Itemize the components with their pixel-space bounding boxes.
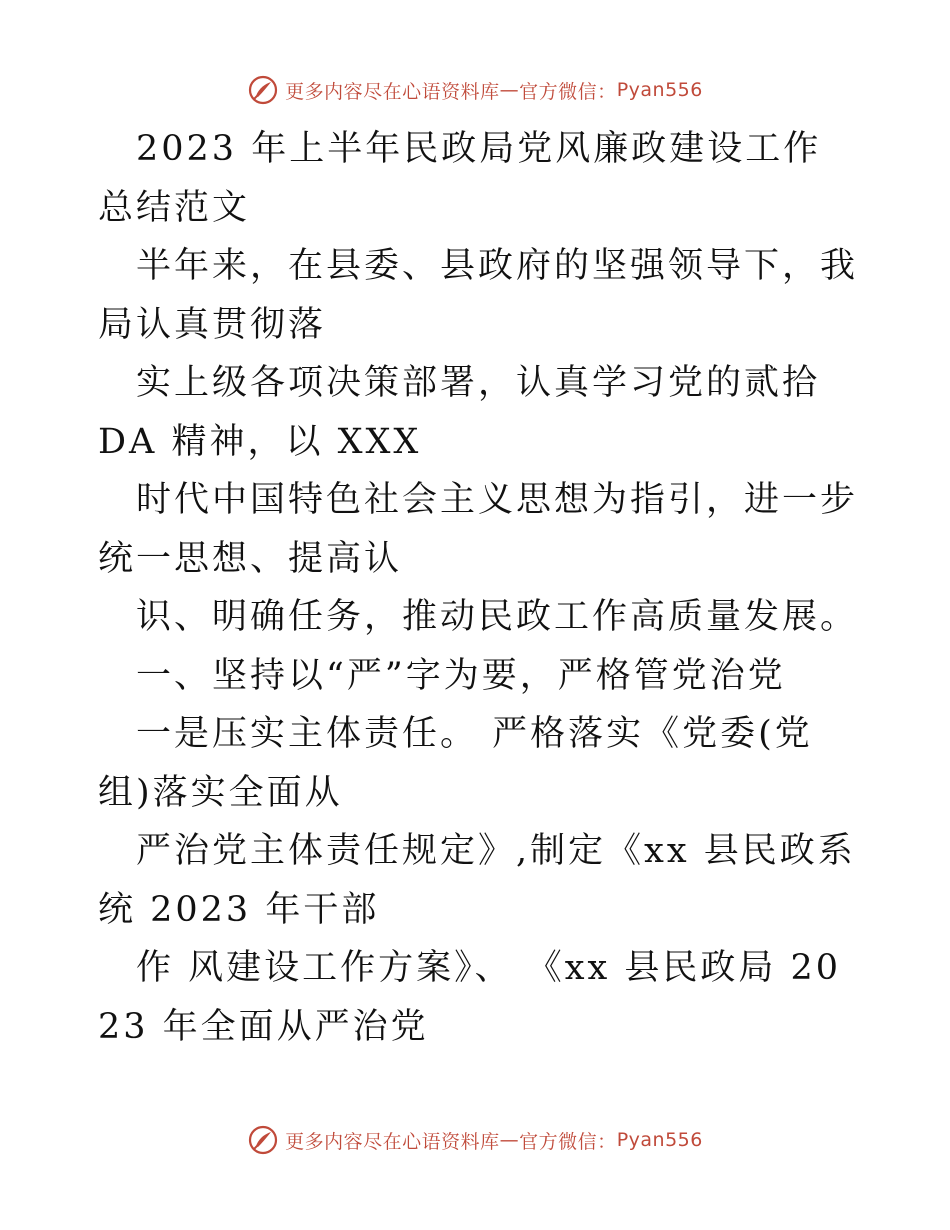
paragraph: 实上级各项决策部署，认真学习党的贰拾 DA 精神，以 XXX <box>98 363 821 462</box>
watermark-label: 官方微信： <box>519 80 617 103</box>
watermark-text: 更多内容尽在心语资料库 <box>285 80 500 103</box>
brush-logo-icon <box>247 74 279 106</box>
paragraph: 严治党主体责任规定》,制定《xx 县民政系统 2023 年干部 <box>98 831 856 930</box>
paragraph: 一是压实主体责任。 严格落实《党委(党组)落实全面从 <box>98 714 813 813</box>
footer-watermark <box>0 1120 950 1160</box>
watermark-text: 更多内容尽在心语资料库 <box>285 1130 500 1153</box>
watermark-separator: — <box>499 79 520 101</box>
paragraph: 半年来，在县委、县政府的坚强领导下，我局认真贯彻落 <box>98 246 859 345</box>
section-heading: 一、坚持以“严”字为要，严格管党治党 <box>136 655 786 696</box>
watermark-account: Pyan556 <box>616 1129 703 1151</box>
header-watermark <box>0 70 950 110</box>
paragraph: 作 风建设工作方案》、 《xx 县民政局 2023 年全面从严治党 <box>98 948 842 1047</box>
document-body <box>98 120 858 1056</box>
watermark-account: Pyan556 <box>616 79 703 101</box>
paragraph: 时代中国特色社会主义思想为指引，进一步统一思想、提高认 <box>98 480 859 579</box>
paragraph: 识、明确任务，推动民政工作高质量发展。 <box>136 597 859 637</box>
watermark-separator: — <box>499 1129 520 1151</box>
document-title: 2023 年上半年民政局党风廉政建设工作总结范文 <box>98 129 822 228</box>
brush-logo-icon <box>247 1124 279 1156</box>
watermark-label: 官方微信： <box>519 1130 617 1153</box>
